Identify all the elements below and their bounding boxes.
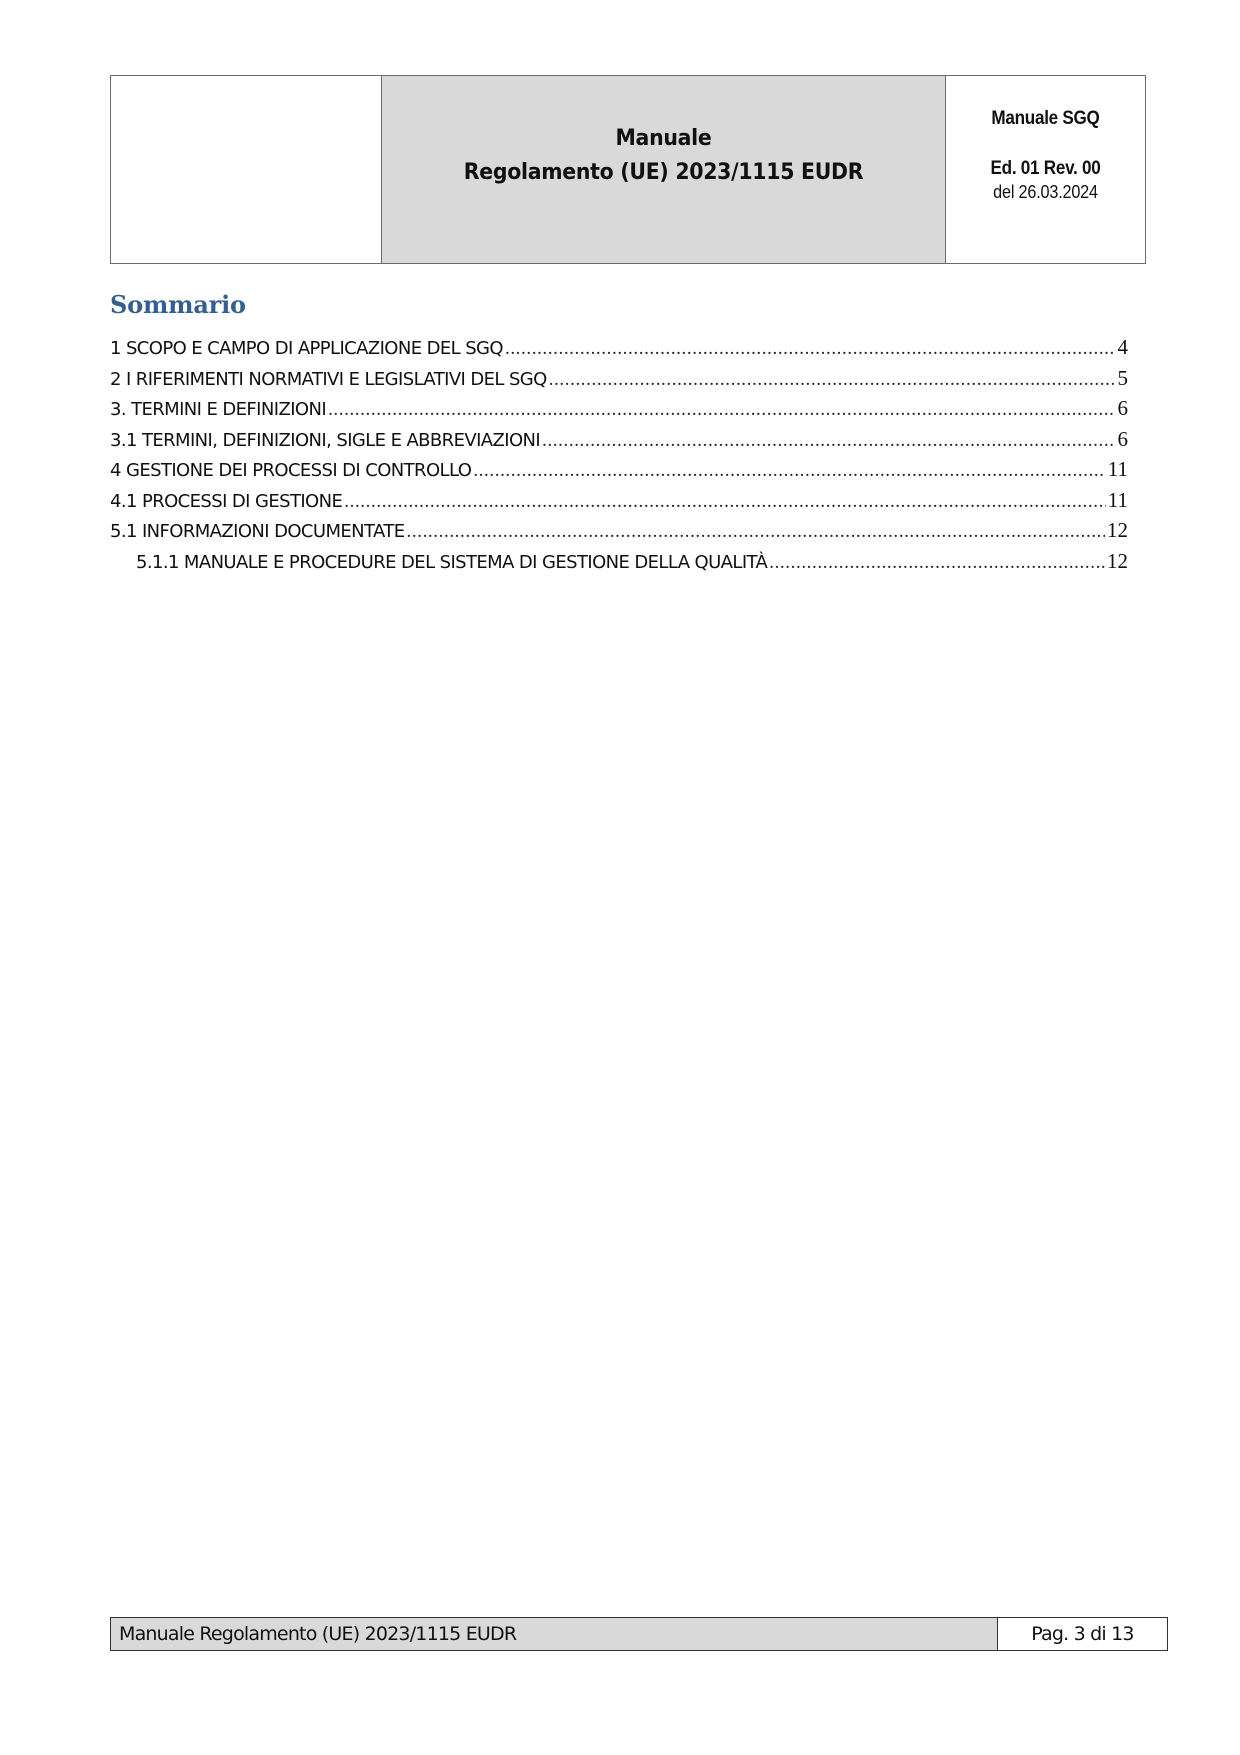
toc-dot-leader xyxy=(542,426,1115,457)
document-footer xyxy=(110,1617,1168,1651)
toc-entry[interactable] xyxy=(110,393,1128,424)
toc-entry-label: 5.1.1 MANUALE E PROCEDURE DEL SISTEMA DI GESTIONE DELLA QUALITÀ xyxy=(136,551,768,573)
toc-dot-leader xyxy=(473,456,1105,487)
toc-entry-label: 4 GESTIONE DEI PROCESSI DI CONTROLLO xyxy=(110,460,472,481)
document-header xyxy=(110,75,1146,264)
toc-entry-label: 4.1 PROCESSI DI GESTIONE xyxy=(110,490,343,512)
logo-cell xyxy=(111,76,382,264)
page-number: Pag. 3 di 13 xyxy=(998,1618,1168,1651)
toc-entry-page: 11 xyxy=(1107,487,1128,512)
footer-title: Manuale Regolamento (UE) 2023/1115 EUDR xyxy=(111,1618,998,1651)
toc-entry[interactable] xyxy=(110,454,1128,485)
toc-entry-label: 5.1 INFORMAZIONI DOCUMENTATE xyxy=(110,521,405,542)
toc-heading: Sommario xyxy=(110,290,246,319)
toc-entry[interactable] xyxy=(110,363,1128,394)
toc-entry-page: 12 xyxy=(1107,518,1128,542)
toc-dot-leader xyxy=(344,487,1106,518)
header-title-line1: Manuale xyxy=(615,125,712,151)
toc-entry-page: 4 xyxy=(1117,335,1128,359)
header-title-line2: Regolamento (UE) 2023/1115 EUDR xyxy=(463,159,864,185)
table-of-contents xyxy=(110,332,1128,576)
toc-dot-leader xyxy=(407,517,1105,548)
toc-entry[interactable] xyxy=(110,332,1128,363)
toc-entry-label: 2 I RIFERIMENTI NORMATIVI E LEGISLATIVI DEL SGQ xyxy=(110,368,547,390)
revision-date: del 26.03.2024 xyxy=(993,182,1098,202)
toc-entry[interactable] xyxy=(110,485,1128,516)
toc-entry-label: 1 SCOPO E CAMPO DI APPLICAZIONE DEL SGQ xyxy=(110,338,503,359)
header-title-cell xyxy=(382,76,946,264)
toc-entry-label: 3. TERMINI E DEFINIZIONI xyxy=(110,399,327,420)
toc-entry-subsection[interactable] xyxy=(110,546,1128,577)
toc-entry-page: 12 xyxy=(1107,548,1128,573)
toc-entry-page: 6 xyxy=(1117,426,1128,451)
toc-entry-page: 5 xyxy=(1117,365,1128,390)
header-meta-cell xyxy=(946,76,1146,264)
toc-dot-leader xyxy=(769,548,1105,579)
toc-entry[interactable] xyxy=(110,424,1128,455)
toc-entry-page: 11 xyxy=(1107,457,1128,481)
toc-entry-page: 6 xyxy=(1117,396,1128,420)
edition-revision: Ed. 01 Rev. 00 xyxy=(990,158,1101,179)
toc-dot-leader xyxy=(328,395,1115,426)
toc-entry[interactable] xyxy=(110,515,1128,546)
toc-dot-leader xyxy=(549,365,1116,396)
document-code: Manuale SGQ xyxy=(991,108,1100,129)
toc-dot-leader xyxy=(505,334,1116,365)
toc-entry-label: 3.1 TERMINI, DEFINIZIONI, SIGLE E ABBREVIAZIONI xyxy=(110,429,541,451)
